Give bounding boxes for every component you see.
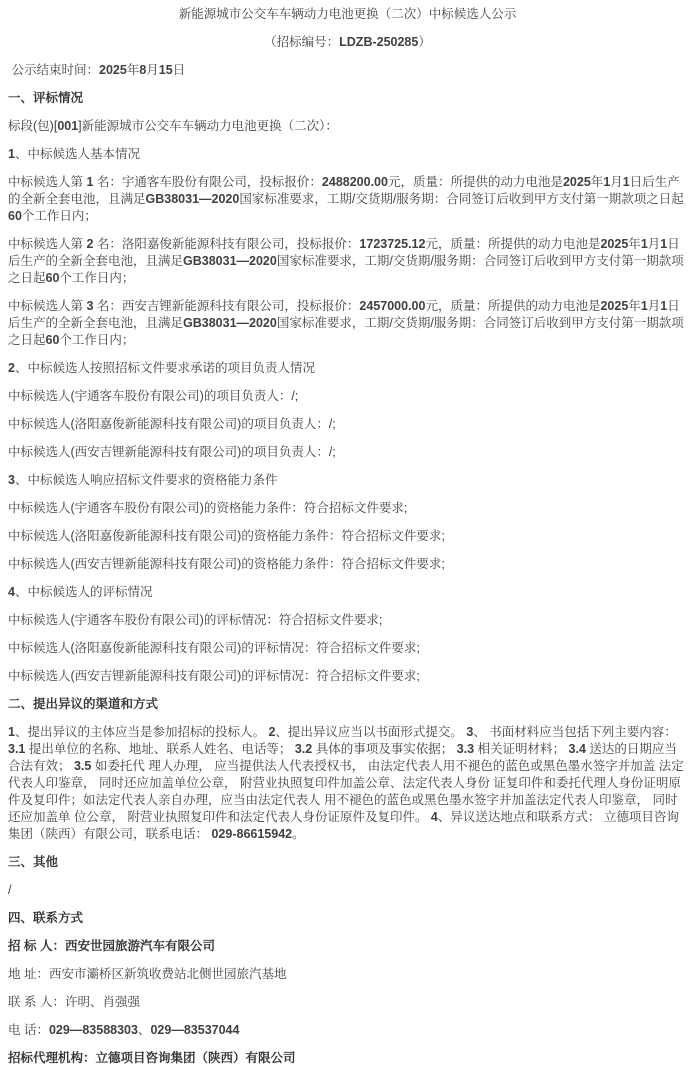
section-objection-heading: 二、提出异议的渠道和方式 [8, 697, 159, 711]
address-line: 地 址：西安市灞桥区新筑收费站北侧世园旅汽基地 [8, 967, 287, 981]
qualification-2: 中标候选人(洛阳嘉俊新能源科技有限公司)的资格能力条件：符合招标文件要求; [8, 529, 445, 543]
objection-body: 1、提出异议的主体应当是参加招标的投标人。 2、提出异议应当以书面形式提交。 3、 书面材料应当包括下列主要内容： 3.1 提出单位的名称、地址、联系人姓名、电话等； 3.2 具体的事项及事实依据； 3.3 相关证明材料； 3.4 送达的日期应当合法有效； 3.5 如委托代 理人办理， 应当提供法人代表授权书， 由法定代表人用不褪色的蓝色或黑色墨水签字并加盖 法定代表人印鉴章， 同时还应加盖单位公章， 附营业执照复印件加盖公章、法定代表人身份 证复印件和委托代理人身份证明原件及复印件；如法定代表人亲自办理，应当由法定代表人 用不褪色的蓝色或黑色墨水签字并加盖法定代表人印鉴章， 同时还应加盖单 位公章， 附营业执照复印件和法定代表人身份证原件及复印件。 4、异议送达地点和联系方式： 立德项目咨询集团（陕西）有限公司，联系电话： 029-86615942。 [8, 725, 684, 841]
lot-line: 标段(包)[001]新能源城市公交车车辆动力电池更换（二次）： [8, 119, 338, 133]
candidate-3: 中标候选人第 3 名：西安吉锂新能源科技有限公司，投标报价：2457000.00元，质量：所提供的动力电池是2025年1月1日后生产的全新全套电池，且满足GB38031—2020国家标准要求，工期/交货期/服务期：合同签订后收到甲方支付第一期款项之日起60个工作日内； [8, 299, 684, 347]
evaluation-3: 中标候选人(西安吉锂新能源科技有限公司)的评标情况：符合招标文件要求; [8, 669, 420, 683]
section-evaluation-heading: 一、评标情况 [8, 91, 84, 105]
qualification-1: 中标候选人(宇通客车股份有限公司)的资格能力条件：符合招标文件要求; [8, 501, 408, 515]
other-body: / [8, 883, 12, 897]
section-contact-heading: 四、联系方式 [8, 911, 84, 925]
evaluation-1: 中标候选人(宇通客车股份有限公司)的评标情况：符合招标文件要求; [8, 613, 383, 627]
bid-number: （招标编号：LDZB-250285） [264, 35, 431, 49]
page-title: 新能源城市公交车车辆动力电池更换（二次）中标候选人公示 [178, 7, 517, 21]
candidates-basic-heading: 1、中标候选人基本情况 [8, 147, 140, 161]
qualification-heading: 3、中标候选人响应招标文件要求的资格能力条件 [8, 473, 278, 487]
project-leader-3: 中标候选人(西安吉锂新能源科技有限公司)的项目负责人：/; [8, 445, 336, 459]
evaluation-2: 中标候选人(洛阳嘉俊新能源科技有限公司)的评标情况：符合招标文件要求; [8, 641, 420, 655]
candidate-1: 中标候选人第 1 名：宇通客车股份有限公司，投标报价：2488200.00元，质量：所提供的动力电池是2025年1月1日后生产的全新全套电池，且满足GB38031—2020国家标准要求，工期/交货期/服务期：合同签订后收到甲方支付第一期款项之日起60个工作日内； [8, 175, 684, 223]
project-leader-2: 中标候选人(洛阳嘉俊新能源科技有限公司)的项目负责人：/; [8, 417, 336, 431]
contact-person-line: 联 系 人：许明、肖强强 [8, 995, 140, 1009]
qualification-3: 中标候选人(西安吉锂新能源科技有限公司)的资格能力条件：符合招标文件要求; [8, 557, 445, 571]
candidate-2: 中标候选人第 2 名：洛阳嘉俊新能源科技有限公司，投标报价：1723725.12元，质量：所提供的动力电池是2025年1月1日后生产的全新全套电池，且满足GB38031—2020国家标准要求，工期/交货期/服务期：合同签订后收到甲方支付第一期款项之日起60个工作日内； [8, 237, 684, 285]
phone-line: 电 话：029—83588303、029—83537044 [8, 1023, 240, 1037]
project-leader-heading: 2、中标候选人按照招标文件要求承诺的项目负责人情况 [8, 361, 315, 375]
agency-line: 招标代理机构：立德项目咨询集团（陕西）有限公司 [8, 1051, 296, 1065]
tenderer-line: 招 标 人：西安世园旅游汽车有限公司 [8, 939, 215, 953]
evaluation-heading: 4、中标候选人的评标情况 [8, 585, 153, 599]
publicity-end-time: 公示结束时间：2025年8月15日 [8, 63, 186, 77]
section-other-heading: 三、其他 [8, 855, 59, 869]
project-leader-1: 中标候选人(宇通客车股份有限公司)的项目负责人：/; [8, 389, 299, 403]
